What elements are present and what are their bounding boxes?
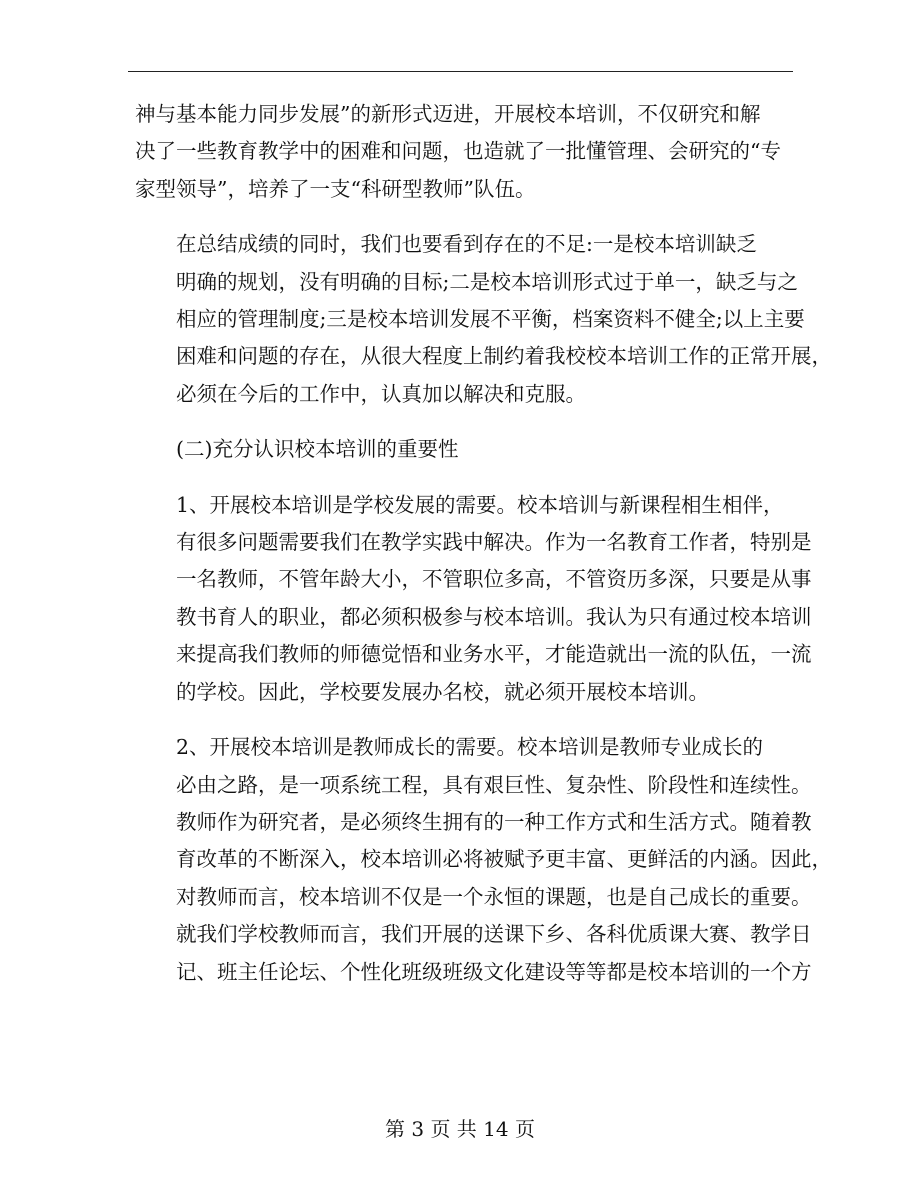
text-line: 一名教师，不管年龄大小，不管职位多高，不管资历多深，只要是从事 — [176, 567, 812, 592]
text-line: 明确的规划，没有明确的目标;二是校本培训形式过于单一，缺乏与之 — [176, 269, 798, 294]
text-line: 育改革的不断深入，校本培训必将被赋予更丰富、更鲜活的内涵。因此， — [176, 847, 832, 872]
paragraph — [135, 487, 812, 711]
text-line: 2、开展校本培训是教师成长的需要。校本培训是教师专业成长的 — [176, 735, 764, 760]
text-line: 有很多问题需要我们在教学实践中解决。作为一名教育工作者，特别是 — [176, 530, 812, 555]
paragraph — [135, 96, 795, 208]
text-line: 对教师而言，校本培训不仅是一个永恒的课题，也是自己成长的重要。 — [176, 884, 812, 909]
text-line: 1、开展校本培训是学校发展的需要。校本培训与新课程相生相伴， — [176, 492, 784, 517]
page-footer: 第 3 页 共 14 页 — [385, 1117, 535, 1141]
text-line: 家型领导”，培养了一支“科研型教师”队伍。 — [135, 176, 536, 201]
text-line: 就我们学校教师而言，我们开展的送课下乡、各科优质课大赛、教学日 — [176, 922, 812, 947]
document-body — [135, 96, 832, 1009]
paragraph — [135, 431, 795, 468]
text-line: (二)充分认识校本培训的重要性 — [176, 437, 459, 462]
text-line: 神与基本能力同步发展”的新形式迈进，开展校本培训，不仅研究和解 — [135, 102, 761, 126]
paragraph — [135, 226, 832, 413]
text-line: 必由之路，是一项系统工程，具有艰巨性、复杂性、阶段性和连续性。 — [176, 772, 812, 797]
paragraph — [135, 729, 832, 991]
text-line: 困难和问题的存在，从很大程度上制约着我校校本培训工作的正常开展， — [176, 344, 832, 369]
text-line: 相应的管理制度;三是校本培训发展不平衡，档案资料不健全;以上主要 — [176, 307, 805, 332]
text-line: 的学校。因此，学校要发展办名校，就必须开展校本培训。 — [176, 679, 709, 704]
text-line: 教师作为研究者，是必须终生拥有的一种工作方式和生活方式。随着教 — [176, 809, 812, 834]
text-line: 来提高我们教师的师德觉悟和业务水平，才能造就出一流的队伍，一流 — [176, 642, 812, 667]
text-line: 教书育人的职业，都必须积极参与校本培训。我认为只有通过校本培训 — [176, 604, 812, 629]
text-line: 在总结成绩的同时，我们也要看到存在的不足:一是校本培训缺乏 — [176, 232, 757, 257]
text-line: 必须在今后的工作中，认真加以解决和克服。 — [176, 381, 586, 406]
header-rule — [128, 71, 793, 72]
text-line: 决了一些教育教学中的困难和问题，也造就了一批懂管理、会研究的“专 — [135, 139, 781, 164]
text-line: 记、班主任论坛、个性化班级班级文化建设等等都是校本培训的一个方 — [176, 959, 812, 984]
